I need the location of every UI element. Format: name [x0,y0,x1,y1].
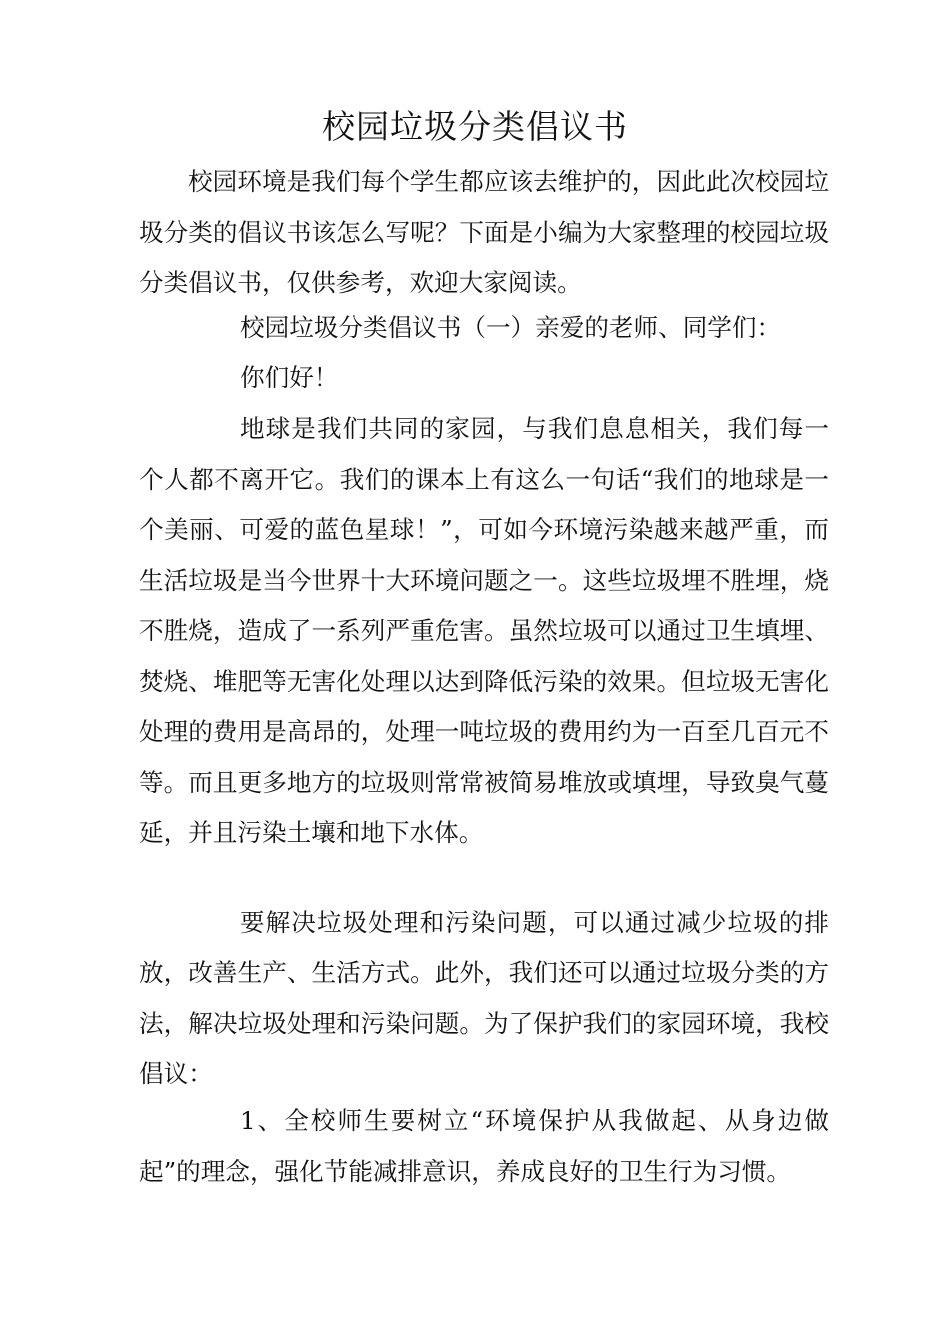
document-title: 校园垃圾分类倡议书 [322,107,628,146]
intro-paragraph: 校园环境是我们每个学生都应该去维护的，因此此次校园垃圾分类的倡议书该怎么写呢？下面是小编为大家整理的校园垃圾分类倡议书，仅供参考，欢迎大家阅读。 [139,167,829,297]
greeting-paragraph: 你们好！ [240,363,339,392]
earth-paragraph: 地球是我们共同的家园，与我们息息相关，我们每一个人都不离开它。我们的课本上有这么一句话“我们的地球是一个美丽、可爱的蓝色星球！”，可如今环境污染越来越严重，而生活垃圾是当今世界十大环境问题之一。这些垃圾埋不胜埋，烧不胜烧，造成了一系列严重危害。虽然垃圾可以通过卫生填埋、焚烧、堆肥等无害化处理以达到降低污染的效果。但垃圾无害化处理的费用是高昂的，处理一吨垃圾的费用约为一百至几百元不等。而且更多地方的垃圾则常常被简易堆放或填埋，导致臭气蔓延，并且污染土壤和地下水体。 [139,414,829,847]
proposal-item-1: 1、全校师生要树立“环境保护从我做起、从身边做起”的理念，强化节能减排意识，养成良好的卫生行为习惯。 [139,1106,829,1186]
solution-paragraph: 要解决垃圾处理和污染问题，可以通过减少垃圾的排放，改善生产、生活方式。此外，我们还可以通过垃圾分类的方法，解决垃圾处理和污染问题。为了保护我们的家园环境，我校倡议： [139,908,829,1088]
letter-heading-paragraph: 校园垃圾分类倡议书（一）亲爱的老师、同学们： [240,313,782,342]
